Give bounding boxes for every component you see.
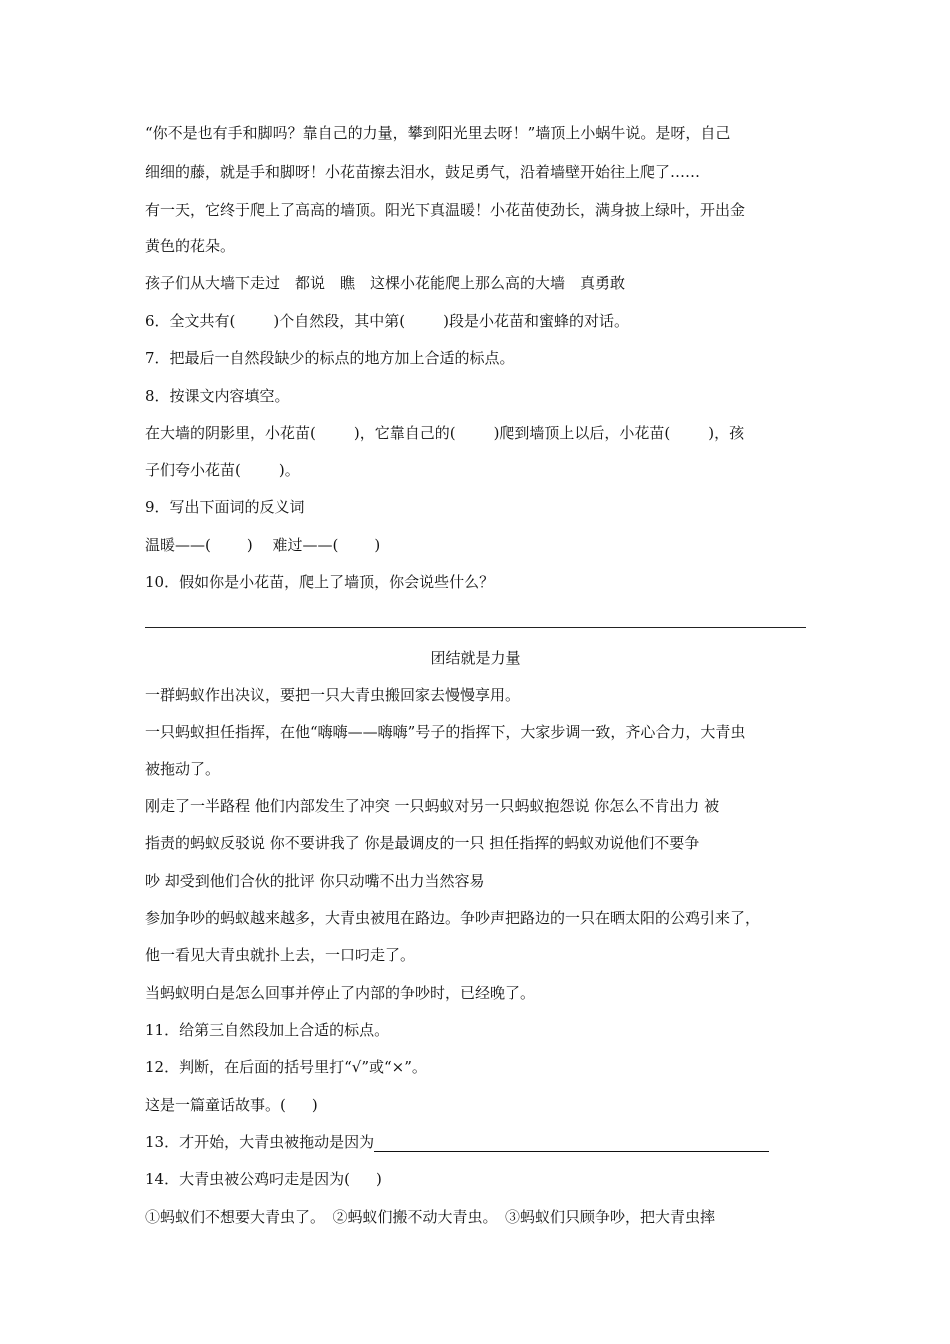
passage1-p2-line2: 黄色的花朵。 bbox=[145, 237, 236, 255]
passage2-p5: 当蚂蚁明白是怎么回事并停止了内部的争吵时，已经晚了。 bbox=[145, 984, 536, 1002]
question-14: 14．大青虫被公鸡叼走是因为( ) bbox=[145, 1170, 382, 1188]
question-6: 6．全文共有( )个自然段，其中第( )段是小花苗和蜜蜂的对话。 bbox=[145, 312, 629, 330]
question-7: 7．把最后一自然段缺少的标点的地方加上合适的标点。 bbox=[145, 349, 515, 367]
question-8-line2: 子们夸小花苗( )。 bbox=[145, 461, 300, 479]
question-8-line1: 在大墙的阴影里，小花苗( )，它靠自己的( )爬到墙顶上以后，小花苗( )，孩 bbox=[145, 424, 745, 442]
passage2-p2-line1: 一只蚂蚁担任指挥，在他“嗨嗨——嗨嗨”号子的指挥下，大家步调一致，齐心合力，大青虫 bbox=[145, 723, 746, 741]
question-10: 10．假如你是小花苗，爬上了墙顶，你会说些什么？ bbox=[145, 573, 495, 591]
question-12: 12．判断，在后面的括号里打“√”或“×”。 bbox=[145, 1058, 427, 1076]
passage2-title: 团结就是力量 bbox=[430, 649, 521, 667]
question-9-items: 温暖——( ) 难过——( ) bbox=[145, 536, 381, 554]
passage1-p1-line1: “你不是也有手和脚吗？靠自己的力量，攀到阳光里去呀！”墙顶上小蜗牛说。是呀，自己 bbox=[145, 124, 731, 142]
passage2-p4-line1: 参加争吵的蚂蚁越来越多，大青虫被甩在路边。争吵声把路边的一只在晒太阳的公鸡引来了， bbox=[145, 909, 761, 927]
passage2-p4-line2: 他一看见大青虫就扑上去，一口叼走了。 bbox=[145, 946, 416, 964]
passage1-p1-line2: 细细的藤，就是手和脚呀！小花苗擦去泪水，鼓足勇气，沿着墙壁开始往上爬了…… bbox=[145, 163, 701, 181]
question-12-item: 这是一篇童话故事。( ) bbox=[145, 1096, 318, 1114]
question-14-options: ①蚂蚁们不想要大青虫了。 ②蚂蚁们搬不动大青虫。 ③蚂蚁们只顾争吵，把大青虫摔 bbox=[145, 1208, 716, 1226]
passage2-p3-line1: 刚走了一半路程 他们内部发生了冲突 一只蚂蚁对另一只蚂蚁抱怨说 你怎么不肯出力 被 bbox=[145, 797, 720, 815]
passage2-p3-line2: 指责的蚂蚁反驳说 你不要讲我了 你是最调皮的一只 担任指挥的蚂蚁劝说他们不要争 bbox=[145, 834, 700, 852]
question-8: 8．按课文内容填空。 bbox=[145, 387, 290, 405]
passage1-p2-line1: 有一天，它终于爬上了高高的墙顶。阳光下真温暖！小花苗使劲长，满身披上绿叶，开出金 bbox=[145, 201, 746, 219]
question-11: 11．给第三自然段加上合适的标点。 bbox=[145, 1021, 390, 1039]
passage2-p3-line3: 吵 却受到他们合伙的批评 你只动嘴不出力当然容易 bbox=[145, 872, 485, 890]
question-13: 13．才开始，大青虫被拖动是因为 bbox=[145, 1132, 769, 1152]
q13-answer-line[interactable] bbox=[374, 1135, 769, 1152]
passage2-p1: 一群蚂蚁作出决议，要把一只大青虫搬回家去慢慢享用。 bbox=[145, 686, 521, 704]
section-divider bbox=[145, 627, 806, 628]
passage1-p3: 孩子们从大墙下走过 都说 瞧 这棵小花能爬上那么高的大墙 真勇敢 bbox=[145, 274, 626, 292]
question-9: 9．写出下面词的反义词 bbox=[145, 498, 305, 516]
passage2-p2-line2: 被拖动了。 bbox=[145, 760, 221, 778]
